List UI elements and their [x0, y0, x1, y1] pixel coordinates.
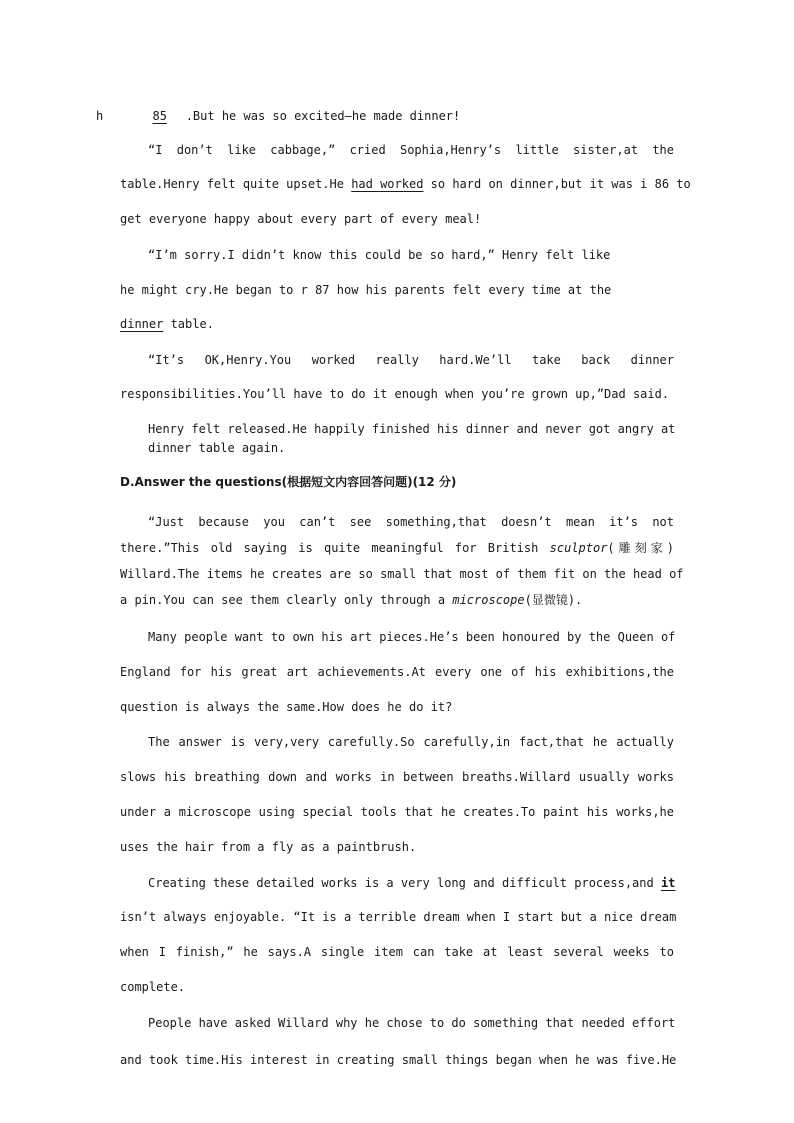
d-p3-line4: uses the hair from a fly as a paintbrush. — [120, 840, 417, 854]
d-p2-line1: Many people want to own his art pieces.He’s been honoured by the Queen of — [148, 630, 676, 644]
d-p2-line3: question is always the same.How does he do it? — [120, 700, 453, 714]
c-p2-line1: “I’m sorry.I didn’t know this could be so hard,” Henry felt like — [148, 248, 611, 262]
underlined-had-worked: had worked — [351, 177, 424, 191]
d-p4-line4: complete. — [120, 980, 186, 994]
d-p1-line2: there.”This old saying is quite meaningful for British sculptor(雕刻家) — [120, 541, 675, 555]
d-p4-line3: when I finish,” he says.A single item can take at least several weeks to — [120, 945, 674, 959]
word-sculptor: sculptor — [549, 541, 608, 555]
d-p2-line2: England for his great art achievements.At every one of his exhibitions,the — [120, 665, 674, 679]
underlined-it: it — [660, 876, 676, 890]
d-p4-line2: isn’t always enjoyable. “It is a terrible dream when I start but a nice dream — [120, 910, 677, 924]
d-p1-line3: Willard.The items he creates are so small that most of them fit on the head of — [120, 567, 684, 581]
d-p4-line1: Creating these detailed works is a very long and difficult process,and it — [148, 876, 676, 890]
d-p1-line1: “Just because you can’t see something,that doesn’t mean it’s not — [148, 515, 674, 529]
line-85 — [96, 107, 676, 125]
c-p4-line2: dinner table again. — [148, 441, 286, 455]
c-p1-line3: get everyone happy about every part of every meal! — [120, 212, 482, 226]
d-p3-line1: The answer is very,very carefully.So carefully,in fact,that he actually — [148, 735, 674, 749]
line-85-rest: .But he was so excited—he made dinner! — [185, 109, 461, 123]
underlined-dinner: dinner — [120, 317, 164, 331]
d-p3-line2: slows his breathing down and works in between breaths.Willard usually works — [120, 770, 674, 784]
d-p3-line3: under a microscope using special tools that he creates.To paint his works,he — [120, 805, 674, 819]
section-d-heading: D.Answer the questions(根据短文内容回答问题)(12 分) — [120, 475, 457, 489]
d-p5-line2: and took time.His interest in creating small things began when he was five.He — [120, 1053, 677, 1067]
blank-85: 85 — [152, 109, 167, 123]
c-p2-line3: dinner table. — [120, 317, 214, 331]
c-p1-line1: “I don’t like cabbage,” cried Sophia,Henry’s little sister,at the — [148, 143, 674, 157]
c-p3-line1: “It’s OK,Henry.You worked really hard.We’ll take back dinner — [148, 353, 674, 367]
c-p2-line2: he might cry.He began to r 87 how his parents felt every time at the — [120, 283, 612, 297]
d-p5-line1: People have asked Willard why he chose to do something that needed effort — [148, 1016, 676, 1030]
text-h: h — [96, 109, 104, 123]
word-microscope: microscope — [452, 593, 525, 607]
c-p4-line1: Henry felt released.He happily finished his dinner and never got angry at — [148, 422, 676, 436]
c-p3-line2: responsibilities.You’ll have to do it enough when you’re grown up,”Dad said. — [120, 387, 670, 401]
c-p1-line2: table.Henry felt quite upset.He had worked so hard on dinner,but it was i 86 to — [120, 177, 691, 191]
d-p1-line4: a pin.You can see them clearly only through a microscope(显微镜). — [120, 593, 583, 607]
